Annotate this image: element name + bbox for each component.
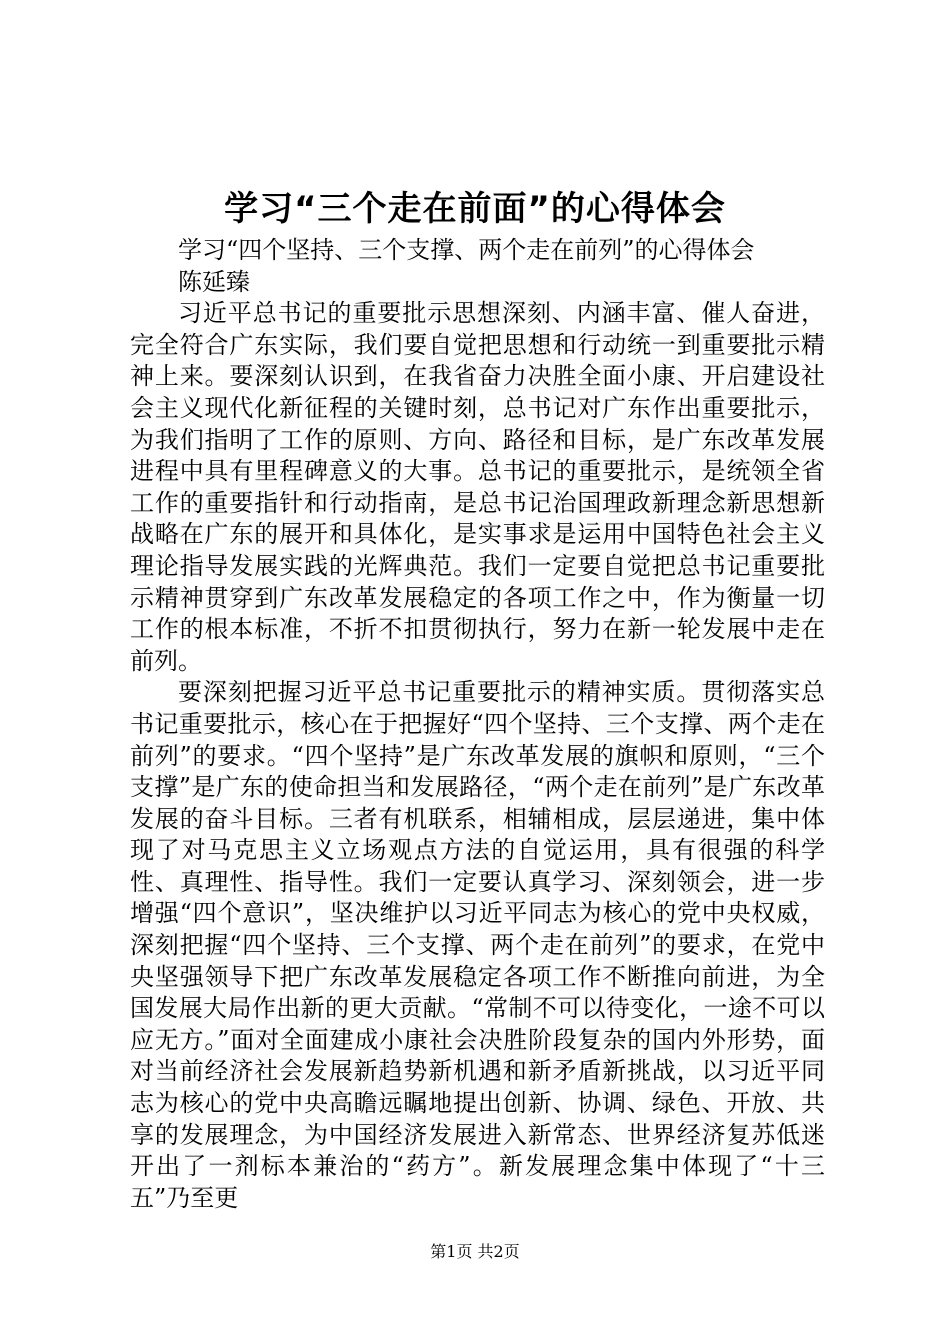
body-paragraph: 要深刻把握习近平总书记重要批示的精神实质。贯彻落实总书记重要批示，核心在于把握好“四个坚持、三个支撑、两个走在前列”的要求。“四个坚持”是广东改革发展的旗帜和原则，“三个支撑”是广东的使命担当和发展路径，“两个走在前列”是广东改革发展的奋斗目标。三者有机联系，相辅相成，层层递进，集中体现了对马克思主义立场观点方法的自觉运用，具有很强的科学性、真理性、指导性。我们一定要认真学习、深刻领会，进一步增强“四个意识”，坚决维护以习近平同志为核心的党中央权威，深刻把握“四个坚持、三个支撑、两个走在前列”的要求，在党中央坚强领导下把广东改革发展稳定各项工作不断推向前进，为全国发展大局作出新的更大贡献。“常制不可以待变化，一途不可以应无方。”面对全面建成小康社会决胜阶段复杂的国内外形势，面对当前经济社会发展新趋势新机遇和新矛盾新挑战，以习近平同志为核心的党中央高瞻远瞩地提出创新、协调、绿色、开放、共享的发展理念，为中国经济发展进入新常态、世界经济复苏低迷开出了一剂标本兼治的“药方”。新发展理念集中体现了“十三五”乃至更 — [130, 678, 825, 1212]
document-body — [130, 235, 825, 1214]
author-line: 陈延臻 — [178, 267, 250, 296]
page-footer: 第1页 共2页 — [430, 1242, 520, 1261]
body-paragraph: 习近平总书记的重要批示思想深刻、内涵丰富、催人奋进，完全符合广东实际，我们要自觉把思想和行动统一到重要批示精神上来。要深刻认识到，在我省奋力决胜全面小康、开启建设社会主义现代化新征程的关键时刻，总书记对广东作出重要批示，为我们指明了工作的原则、方向、路径和目标，是广东改革发展进程中具有里程碑意义的大事。总书记的重要批示，是统领全省工作的重要指针和行动指南，是总书记治国理政新理念新思想新战略在广东的展开和具体化，是实事求是运用中国特色社会主义理论指导发展实践的光辉典范。我们一定要自觉把总书记重要批示精神贯穿到广东改革发展稳定的各项工作之中，作为衡量一切工作的根本标准，不折不扣贯彻执行，努力在新一轮发展中走在前列。 — [130, 299, 825, 675]
document-title: 学习“三个走在前面”的心得体会 — [224, 189, 726, 229]
subtitle-line: 学习“四个坚持、三个支撑、两个走在前列”的心得体会 — [178, 236, 755, 264]
